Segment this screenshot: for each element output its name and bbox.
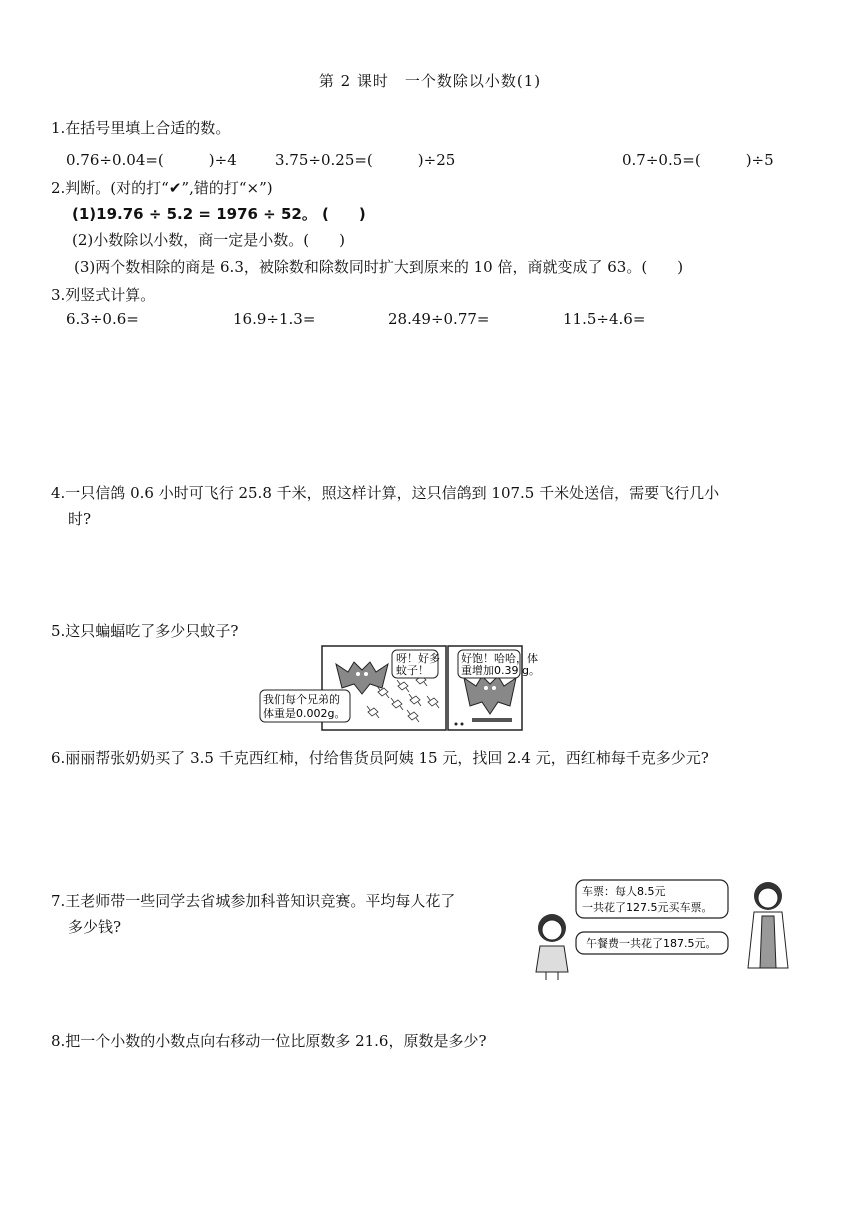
bubble-b-line-2: 体重是0.002g。 <box>263 707 346 720</box>
q3-item-4: 11.5÷4.6= <box>563 310 646 328</box>
bubble-c-line-2: 重增加0.39 g。 <box>461 664 540 677</box>
q5-heading: 5.这只蝙蝠吃了多少只蚊子? <box>51 622 239 640</box>
q7-line-2: 多少钱? <box>68 918 122 936</box>
q4-line-1: 4.一只信鸽 0.6 小时可飞行 25.8 千米，照这样计算，这只信鸽到 107.5 千米处送信，需要飞行几小 <box>51 484 720 502</box>
q1-item-2: 3.75÷0.25=( )÷25 <box>275 151 456 169</box>
q3-item-2: 16.9÷1.3= <box>233 310 316 328</box>
q3-item-3: 28.49÷0.77= <box>388 310 490 328</box>
bubble-a-line-2: 蚊子！ <box>396 664 429 677</box>
q2-item-1: (1)19.76 ÷ 5.2 = 1976 ÷ 52。 ( ) <box>72 205 366 223</box>
bubble-ticket-line-1: 车票：每人8.5元 <box>582 885 666 898</box>
q1-item-1: 0.76÷0.04=( )÷4 <box>66 151 237 169</box>
q8-heading: 8.把一个小数的小数点向右移动一位比原数多 21.6，原数是多少? <box>51 1032 487 1050</box>
q2-item-3: (3)两个数相除的商是 6.3，被除数和除数同时扩大到原来的 10 倍，商就变成了 63。( ) <box>74 258 684 276</box>
bat-comic-illustration <box>258 644 540 734</box>
q1-item-3: 0.7÷0.5=( )÷5 <box>622 151 774 169</box>
bubble-ticket-line-2: 一共花了127.5元买车票。 <box>582 901 713 914</box>
girl-icon <box>536 914 568 980</box>
bubble-c-line-1: 好饱！哈哈，体 <box>461 652 538 665</box>
q4-line-2: 时? <box>68 510 92 528</box>
q2-item-2: (2)小数除以小数，商一定是小数。( ) <box>72 231 345 249</box>
bubble-a-line-1: 呀！好多 <box>396 652 440 665</box>
q3-heading: 3.列竖式计算。 <box>51 286 156 304</box>
q1-heading: 1.在括号里填上合适的数。 <box>51 119 231 137</box>
q3-item-1: 6.3÷0.6= <box>66 310 139 328</box>
bubble-lunch: 午餐费一共花了187.5元。 <box>586 937 717 950</box>
q2-heading: 2.判断。(对的打“✔”,错的打“×”) <box>51 179 273 197</box>
q7-line-1: 7.王老师带一些同学去省城参加科普知识竞赛。平均每人花了 <box>51 892 456 910</box>
bubble-b-line-1: 我们每个兄弟的 <box>263 693 340 706</box>
teacher-icon <box>748 882 788 968</box>
teacher-student-illustration <box>530 876 800 986</box>
q6-heading: 6.丽丽帮张奶奶买了 3.5 千克西红柿，付给售货员阿姨 15 元，找回 2.4 元，西红柿每千克多少元? <box>51 749 709 767</box>
page-title: 第 2 课时 一个数除以小数(1) <box>318 72 542 90</box>
